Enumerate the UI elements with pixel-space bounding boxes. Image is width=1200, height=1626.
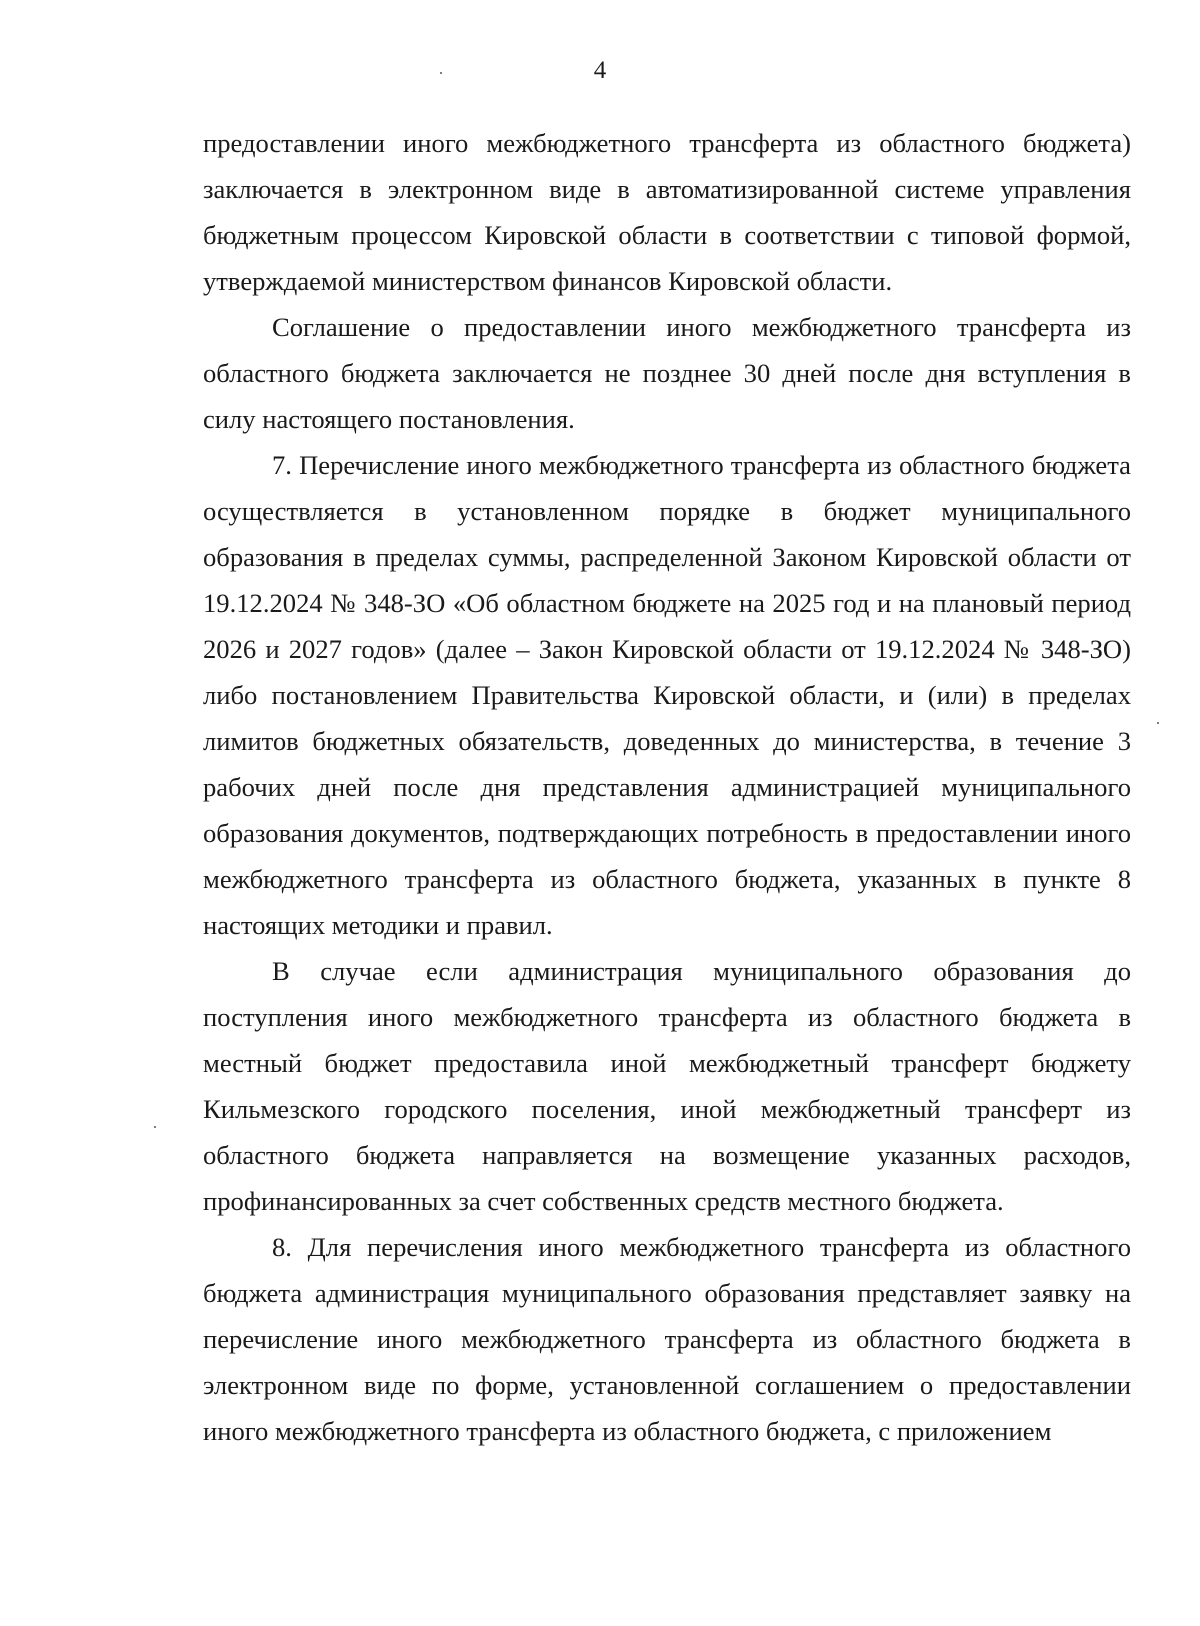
scan-speck xyxy=(1157,722,1159,724)
paragraph-item-7: 7. Перечисление иного межбюджетного трансферта из областного бюджета осуществляется в установленном порядке в бюджет муниципального образования в пределах суммы, распределенной Законом Кировской области от 19.12.2024 № 348-ЗО «Об областном бюджете на 2025 год и на плановый период 2026 и 2027 годов» (далее – Закон Кировской области от 19.12.2024 № 348-ЗО) либо постановлением Правительства Кировской области, и (или) в пределах лимитов бюджетных обязательств, доведенных до министерства, в течение 3 рабочих дней после дня представления администрацией муниципального образования документов, подтверждающих потребность в предоставлении иного межбюджетного трансферта из областного бюджета, указанных в пункте 8 настоящих методики и правил. xyxy=(203,450,1131,940)
paragraph-reimbursement: В случае если администрация муниципального образования до поступления иного межбюджетного трансферта из областного бюджета в местный бюджет предоставила иной межбюджетный трансферт бюджету Кильмезского городского поселения, иной межбюджетный трансферт из областного бюджета направляется на возмещение указанных расходов, профинансированных за счет собственных средств местного бюджета. xyxy=(203,956,1131,1216)
paragraph-item-8: 8. Для перечисления иного межбюджетного трансферта из областного бюджета администрация муниципального образования представляет заявку на перечисление иного межбюджетного трансферта из областного бюджета в электронном виде по форме, установленной соглашением о предоставлении иного межбюджетного трансферта из областного бюджета, с приложением xyxy=(203,1232,1131,1446)
document-body xyxy=(203,120,1131,1454)
paragraph-continued: предоставлении иного межбюджетного трансферта из областного бюджета) заключается в электронном виде в автоматизированной системе управления бюджетным процессом Кировской области в соответствии с типовой формой, утверждаемой министерством финансов Кировской области. xyxy=(203,128,1131,296)
paragraph-agreement-deadline: Соглашение о предоставлении иного межбюджетного трансферта из областного бюджета заключается не позднее 30 дней после дня вступления в силу настоящего постановления. xyxy=(203,312,1131,434)
scan-speck xyxy=(154,1126,156,1128)
page-number: 4 xyxy=(593,57,607,84)
scan-speck xyxy=(440,72,442,74)
